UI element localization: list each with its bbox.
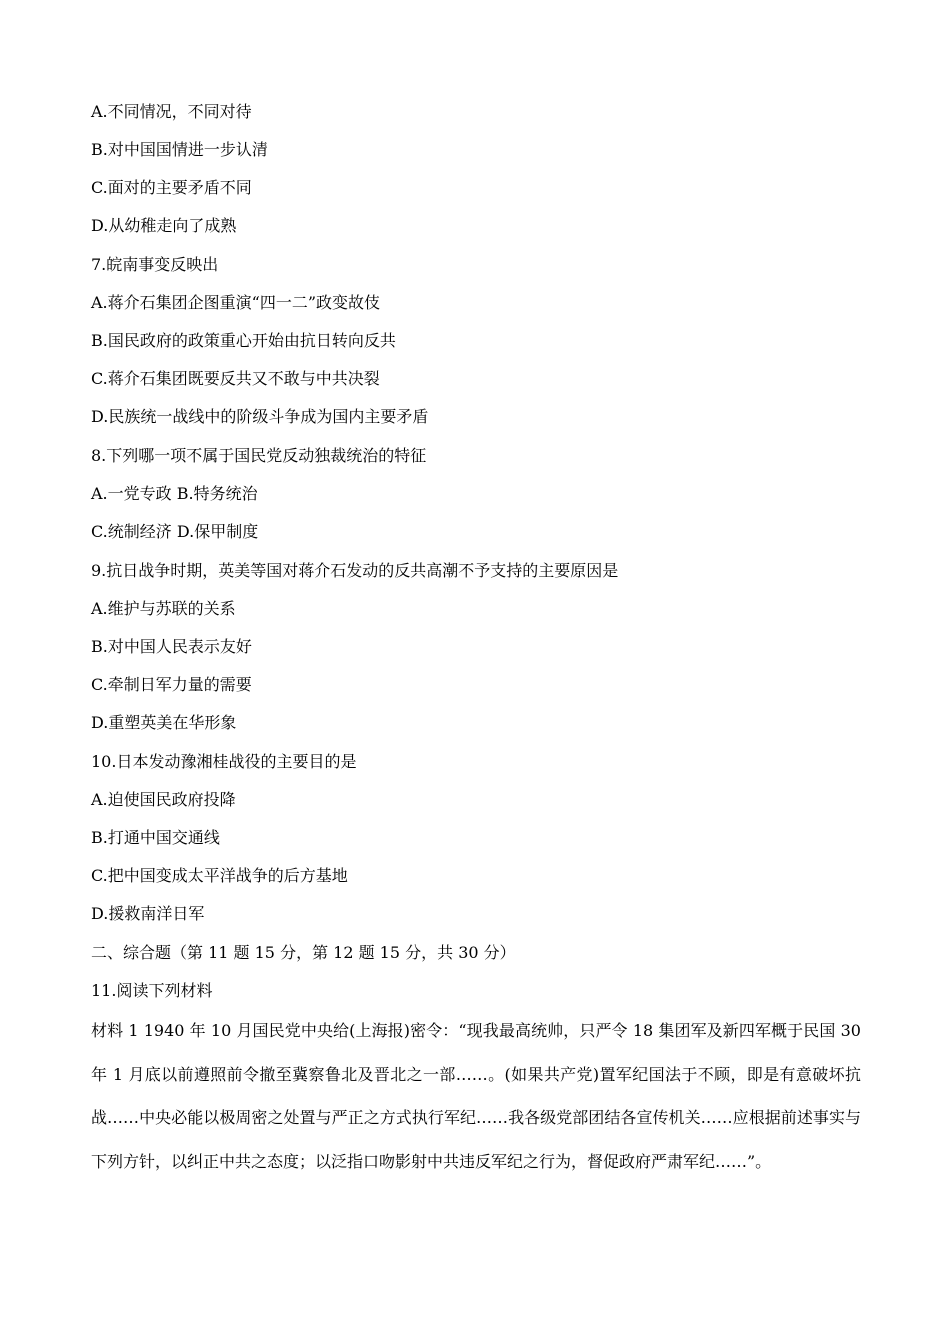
q9-option-b: B.对中国人民表示友好 — [91, 637, 252, 656]
q7-option-c: C.蒋介石集团既要反共又不敢与中共决裂 — [91, 369, 380, 388]
q10-option-c: C.把中国变成太平洋战争的后方基地 — [91, 866, 348, 885]
q7-option-d: D.民族统一战线中的阶级斗争成为国内主要矛盾 — [91, 407, 429, 426]
q7-option-a: A.蒋介石集团企图重演“四一二”政变故伎 — [91, 293, 381, 312]
q9-option-a: A.维护与苏联的关系 — [91, 599, 236, 618]
q6-option-c: C.面对的主要矛盾不同 — [91, 178, 252, 197]
q10-stem: 10.日本发动豫湘桂战役的主要目的是 — [91, 752, 357, 771]
q7-option-b: B.国民政府的政策重心开始由抗日转向反共 — [91, 331, 396, 350]
section-2-heading: 二、综合题（第 11 题 15 分，第 12 题 15 分，共 30 分） — [91, 943, 516, 962]
q9-option-d: D.重塑英美在华形象 — [91, 713, 237, 732]
q9-option-c: C.牵制日军力量的需要 — [91, 675, 252, 694]
q11-stem: 11.阅读下列材料 — [91, 981, 213, 1000]
q9-stem: 9.抗日战争时期，英美等国对蒋介石发动的反共高潮不予支持的主要原因是 — [91, 561, 619, 580]
q8-options-ab: A.一党专政 B.特务统治 — [91, 484, 258, 503]
q7-stem: 7.皖南事变反映出 — [91, 255, 219, 274]
q11-material-1: 材料 1 1940 年 10 月国民党中央给(上海报)密令：“现我最高统帅，只严令 18 集团军及新四军概于民国 30 年 1 月底以前遵照前令撤至冀察鲁北及晋北之一部……。(如果共产党)置军纪国法于不顾，即是有意破坏抗战……中央必能以极周密之处置与严正之方式执行军纪……我各级党部团结各宣传机关……应根据前述事实与下列方针，以纠正中共之态度；以泛指口吻影射中共违反军纪之行为，督促政府严肃军纪……”。 — [91, 1021, 861, 1171]
q10-option-a: A.迫使国民政府投降 — [91, 790, 236, 809]
q8-stem: 8.下列哪一项不属于国民党反动独裁统治的特征 — [91, 446, 427, 465]
q8-options-cd: C.统制经济 D.保甲制度 — [91, 522, 259, 541]
q10-option-d: D.援救南洋日军 — [91, 904, 205, 923]
q6-option-d: D.从幼稚走向了成熟 — [91, 216, 237, 235]
q6-option-a: A.不同情况，不同对待 — [91, 102, 252, 121]
q6-option-b: B.对中国国情进一步认清 — [91, 140, 268, 159]
q10-option-b: B.打通中国交通线 — [91, 828, 220, 847]
